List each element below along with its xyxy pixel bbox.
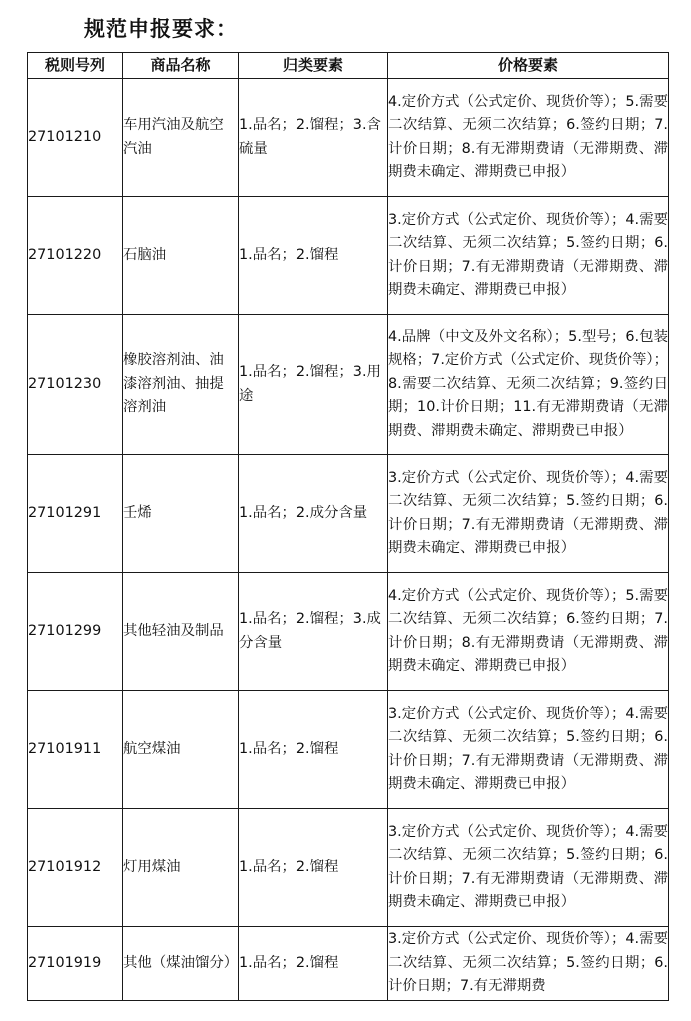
- header-product-name: 商品名称: [123, 53, 239, 79]
- tariff-code-cell: 27101911: [28, 691, 123, 809]
- classification-cell: 1.品名；2.馏程；3.成分含量: [239, 573, 388, 691]
- table-row: [28, 455, 669, 573]
- tariff-code-cell: 27101919: [28, 927, 123, 1001]
- product-name-cell: 其他（煤油馏分）: [123, 927, 239, 1001]
- tariff-code-cell: 27101912: [28, 809, 123, 927]
- price-elements-cell: 4.定价方式（公式定价、现货价等）；5.需要二次结算、无须二次结算；6.签约日期；7.计价日期；8.有无滞期费请（无滞期费、滞期费未确定、滞期费已申报）: [388, 79, 669, 197]
- price-elements-cell: 4.品牌（中文及外文名称）；5.型号；6.包装规格；7.定价方式（公式定价、现货价等）；8.需要二次结算、无须二次结算；9.签约日期；10.计价日期；11.有无滞期费请（无滞期费、滞期费未确定、滞期费已申报）: [388, 315, 669, 455]
- header-tariff-code: 税则号列: [28, 53, 123, 79]
- tariff-code-cell: 27101230: [28, 315, 123, 455]
- price-elements-cell: 3.定价方式（公式定价、现货价等）；4.需要二次结算、无须二次结算；5.签约日期；6.计价日期；7.有无滞期费请（无滞期费、滞期费未确定、滞期费已申报）: [388, 809, 669, 927]
- product-name-cell: 壬烯: [123, 455, 239, 573]
- table-header-row: [28, 53, 669, 79]
- table-row: [28, 197, 669, 315]
- tariff-code-cell: 27101291: [28, 455, 123, 573]
- product-name-cell: 灯用煤油: [123, 809, 239, 927]
- product-name-cell: 其他轻油及制品: [123, 573, 239, 691]
- classification-cell: 1.品名；2.馏程；3.用途: [239, 315, 388, 455]
- classification-cell: 1.品名；2.馏程: [239, 927, 388, 1001]
- product-name-cell: 橡胶溶剂油、油漆溶剂油、抽提溶剂油: [123, 315, 239, 455]
- classification-cell: 1.品名；2.馏程: [239, 691, 388, 809]
- product-name-cell: 航空煤油: [123, 691, 239, 809]
- tariff-code-cell: 27101210: [28, 79, 123, 197]
- tariff-code-cell: 27101299: [28, 573, 123, 691]
- price-elements-cell: 3.定价方式（公式定价、现货价等）；4.需要二次结算、无须二次结算；5.签约日期；6.计价日期；7.有无滞期费: [388, 927, 669, 1001]
- tariff-code-cell: 27101220: [28, 197, 123, 315]
- table-row: [28, 927, 669, 1001]
- table-row: [28, 315, 669, 455]
- classification-cell: 1.品名；2.馏程: [239, 197, 388, 315]
- header-price-elements: 价格要素: [388, 53, 669, 79]
- table-row: [28, 79, 669, 197]
- classification-cell: 1.品名；2.馏程: [239, 809, 388, 927]
- product-name-cell: 车用汽油及航空汽油: [123, 79, 239, 197]
- price-elements-cell: 4.定价方式（公式定价、现货价等）；5.需要二次结算、无须二次结算；6.签约日期；7.计价日期；8.有无滞期费请（无滞期费、滞期费未确定、滞期费已申报）: [388, 573, 669, 691]
- table-row: [28, 809, 669, 927]
- classification-cell: 1.品名；2.成分含量: [239, 455, 388, 573]
- header-classification-elements: 归类要素: [239, 53, 388, 79]
- product-name-cell: 石脑油: [123, 197, 239, 315]
- classification-cell: 1.品名；2.馏程；3.含硫量: [239, 79, 388, 197]
- price-elements-cell: 3.定价方式（公式定价、现货价等）；4.需要二次结算、无须二次结算；5.签约日期；6.计价日期；7.有无滞期费请（无滞期费、滞期费未确定、滞期费已申报）: [388, 197, 669, 315]
- price-elements-cell: 3.定价方式（公式定价、现货价等）；4.需要二次结算、无须二次结算；5.签约日期；6.计价日期；7.有无滞期费请（无滞期费、滞期费未确定、滞期费已申报）: [388, 691, 669, 809]
- page-title: 规范申报要求：: [84, 16, 238, 41]
- price-elements-cell: 3.定价方式（公式定价、现货价等）；4.需要二次结算、无须二次结算；5.签约日期；6.计价日期；7.有无滞期费请（无滞期费、滞期费未确定、滞期费已申报）: [388, 455, 669, 573]
- table-row: [28, 573, 669, 691]
- declaration-requirements-table: [27, 52, 669, 1001]
- table-row: [28, 691, 669, 809]
